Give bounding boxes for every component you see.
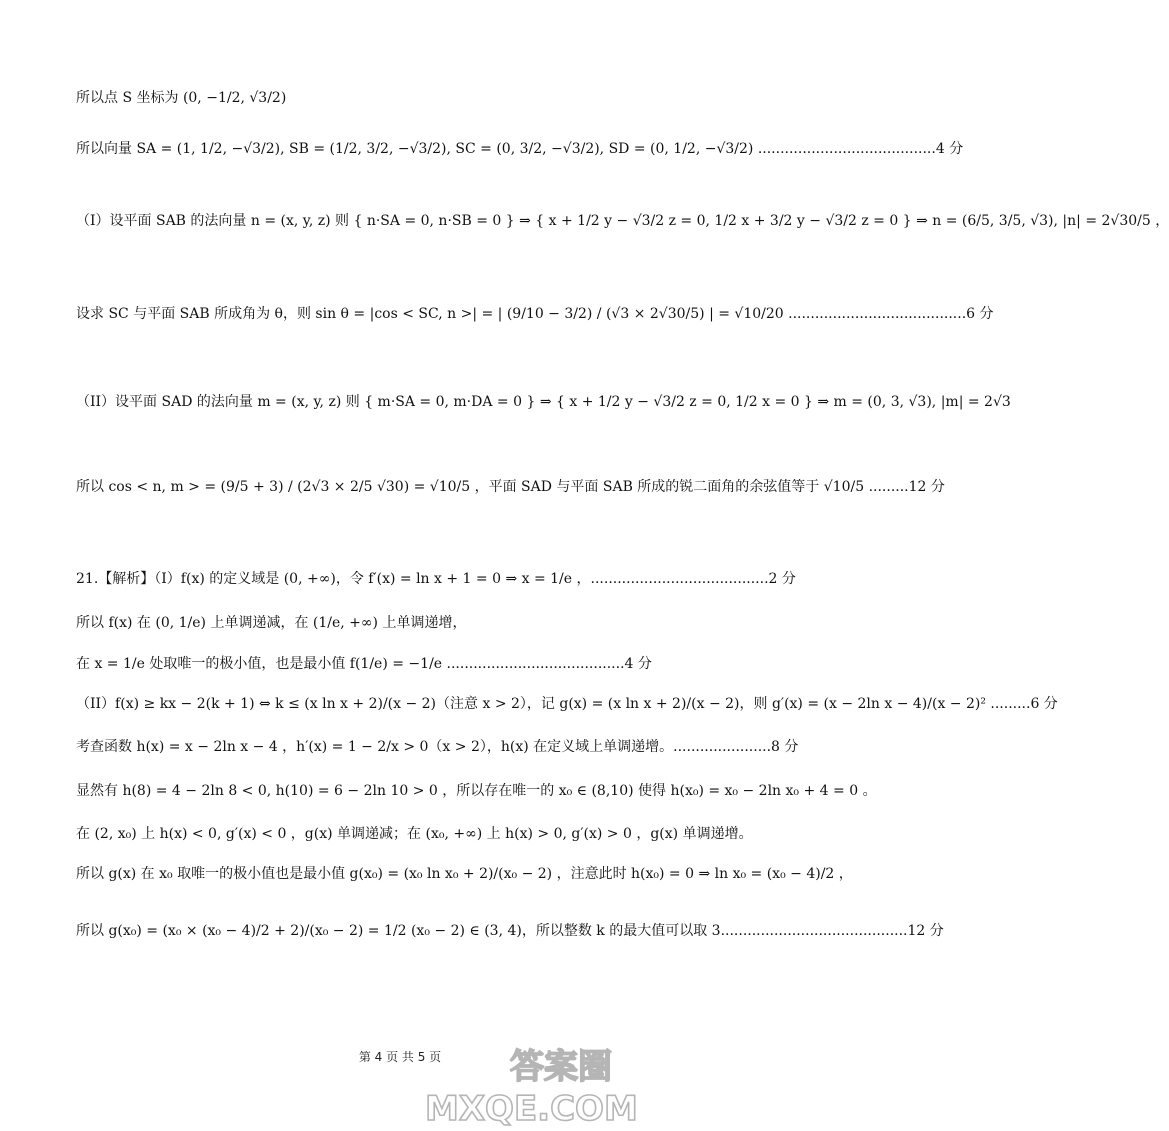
text-line-sin-theta: 设求 SC 与平面 SAB 所成角为 θ，则 sin θ = |cos < SC, n >| = | (9/10 − 3/2) / (√3 × 2√30/5) | = √10/20 ........................................6 分 bbox=[76, 306, 994, 322]
text-line-conclusion: 所以 g(x₀) = (x₀ × (x₀ − 4)/2 + 2)/(x₀ − 2) = 1/2 (x₀ − 2) ∈ (3, 4)，所以整数 k 的最大值可以取 3..........................................12 分 bbox=[76, 923, 944, 939]
watermark-logo bbox=[420, 1040, 790, 1129]
text-line-normal-n: （I）设平面 SAB 的法向量 n = (x, y, z) 则 { n·SA = 0, n·SB = 0 } ⇒ { x + 1/2 y − √3/2 z = 0, 1/2 x + 3/2 y − √3/2 z = 0 } ⇒ n = (6/5, 3/5, √3), |n| = 2√30/5 ， bbox=[76, 213, 1169, 229]
text-line-intervals: 在 (2, x₀) 上 h(x) < 0, g′(x) < 0 ，g(x) 单调递减；在 (x₀, +∞) 上 h(x) > 0, g′(x) > 0 ，g(x) 单调递增。 bbox=[76, 826, 753, 842]
text-line-q21-part1: 21.【解析】（I）f(x) 的定义域是 (0, +∞)，令 f′(x) = ln x + 1 = 0 ⇒ x = 1/e ，........................................2 分 bbox=[76, 571, 796, 587]
text-line-point-s: 所以点 S 坐标为 (0, −1/2, √3/2) bbox=[76, 90, 287, 106]
text-line-monotonic: 所以 f(x) 在 (0, 1/e) 上单调递减，在 (1/e, +∞) 上单调递增， bbox=[76, 615, 467, 631]
text-line-vectors: 所以向量 SA = (1, 1/2, −√3/2), SB = (1/2, 3/2, −√3/2), SC = (0, 3/2, −√3/2), SD = (0, 1/2, −√3/2) ........................................4 分 bbox=[76, 141, 964, 157]
text-line-h-function: 考查函数 h(x) = x − 2ln x − 4 ，h′(x) = 1 − 2/x > 0（x > 2），h(x) 在定义域上单调递增。......................8 分 bbox=[76, 739, 799, 755]
watermark-url: MXQE.COM bbox=[425, 1089, 638, 1129]
text-line-normal-m: （II）设平面 SAD 的法向量 m = (x, y, z) 则 { m·SA = 0, m·DA = 0 } ⇒ { x + 1/2 y − √3/2 z = 0, 1/2 x = 0 } ⇒ m = (0, 3, √3), |m| = 2√3 bbox=[76, 394, 1011, 410]
watermark-title: 答案圈 bbox=[510, 1047, 612, 1087]
text-line-existence: 显然有 h(8) = 4 − 2ln 8 < 0, h(10) = 6 − 2ln 10 > 0 ，所以存在唯一的 x₀ ∈ (8,10) 使得 h(x₀) = x₀ − 2ln x₀ + 4 = 0 。 bbox=[76, 783, 877, 799]
text-line-g-min: 所以 g(x) 在 x₀ 取唯一的极小值也是最小值 g(x₀) = (x₀ ln x₀ + 2)/(x₀ − 2) ，注意此时 h(x₀) = 0 ⇒ ln x₀ = (x₀ − 4)/2 ， bbox=[76, 866, 853, 882]
page-footer: 第 4 页 共 5 页 bbox=[358, 1050, 442, 1064]
text-line-minimum: 在 x = 1/e 处取唯一的极小值，也是最小值 f(1/e) = −1/e ........................................4 分 bbox=[76, 656, 652, 672]
text-line-cos-nm: 所以 cos < n, m > = (9/5 + 3) / (2√3 × 2/5 √30) = √10/5 ，平面 SAD 与平面 SAB 所成的锐二面角的余弦值等于 √10/5 .........12 分 bbox=[76, 479, 945, 495]
text-line-q21-part2: （II）f(x) ≥ kx − 2(k + 1) ⇔ k ≤ (x ln x + 2)/(x − 2)（注意 x > 2），记 g(x) = (x ln x + 2)/(x − 2)，则 g′(x) = (x − 2ln x − 4)/(x − 2)² .........6 分 bbox=[76, 696, 1058, 712]
